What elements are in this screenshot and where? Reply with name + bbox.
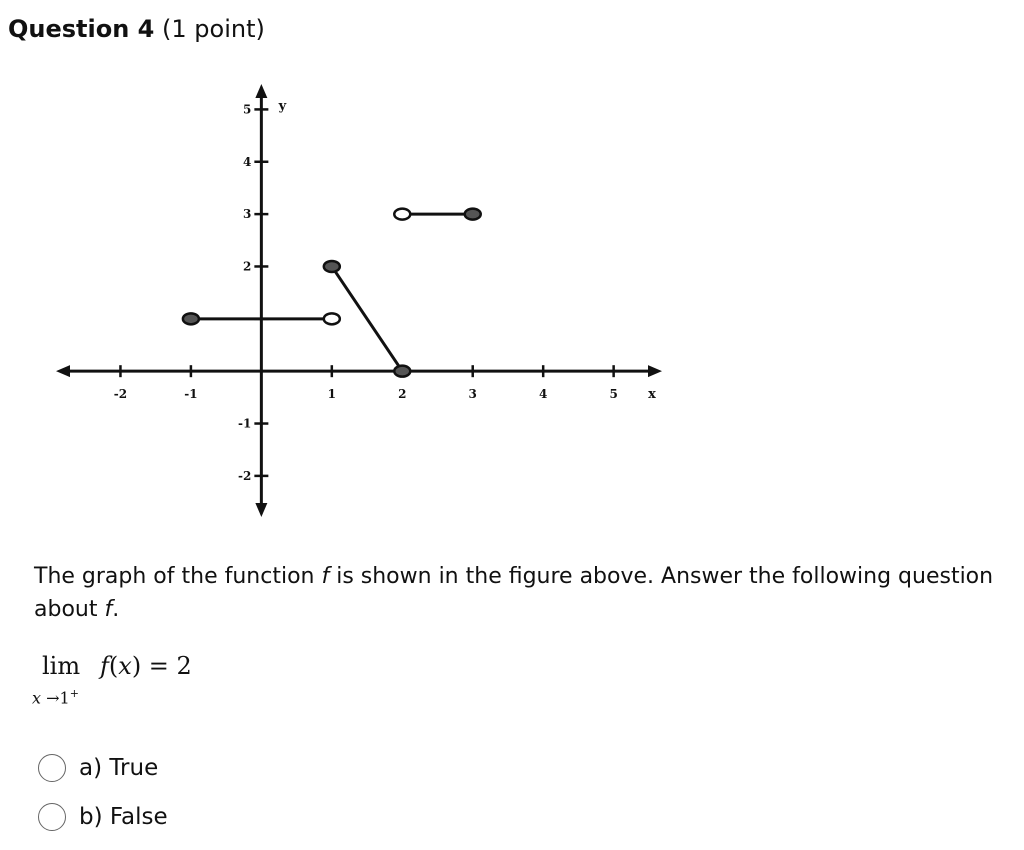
x-axis-arrow-right bbox=[648, 365, 662, 377]
limit-equals: ) = 2 bbox=[131, 652, 192, 680]
radio-button-b[interactable] bbox=[38, 803, 66, 831]
x-tick-label: 2 bbox=[398, 387, 407, 402]
stem-text-3: . bbox=[112, 597, 120, 622]
y-tick-label: -2 bbox=[238, 468, 252, 483]
question-header bbox=[8, 14, 265, 44]
option-a-label[interactable]: a) True bbox=[79, 755, 159, 781]
x-tick-label: 5 bbox=[609, 387, 618, 402]
limit-x: x bbox=[118, 652, 132, 680]
x-tick-label: -1 bbox=[184, 387, 198, 402]
closed-endpoint bbox=[324, 261, 340, 272]
x-tick-label: 1 bbox=[327, 387, 336, 402]
y-tick-label: 3 bbox=[243, 207, 252, 222]
x-tick-label: 4 bbox=[539, 387, 548, 402]
y-tick-label: -1 bbox=[238, 416, 252, 431]
x-axis-label: x bbox=[648, 387, 656, 403]
question-title: Question 4 bbox=[8, 15, 155, 43]
y-axis-label: y bbox=[278, 99, 287, 114]
function-segment bbox=[332, 266, 402, 371]
stem-function-name-2: f bbox=[104, 597, 113, 622]
limit-sub-arrow: →1 bbox=[41, 688, 70, 708]
y-axis-arrow-down bbox=[255, 503, 267, 517]
limit-subscript bbox=[32, 687, 79, 707]
open-endpoint bbox=[324, 313, 340, 324]
stem-function-name: f bbox=[321, 564, 330, 589]
y-axis-arrow-up bbox=[255, 84, 267, 98]
open-endpoint bbox=[394, 209, 410, 220]
stem-text-1: The graph of the function bbox=[34, 564, 322, 589]
limit-f: f bbox=[100, 652, 109, 680]
answer-options bbox=[38, 752, 168, 850]
graph-svg bbox=[50, 78, 670, 523]
question-points: (1 point) bbox=[162, 15, 265, 43]
option-a[interactable] bbox=[38, 752, 168, 784]
limit-sub-plus: + bbox=[69, 687, 79, 700]
option-b-label[interactable]: b) False bbox=[79, 804, 168, 830]
closed-endpoint bbox=[465, 209, 481, 220]
y-tick-label: 5 bbox=[243, 102, 252, 117]
question-stem bbox=[34, 560, 1004, 626]
y-tick-label: 2 bbox=[243, 259, 252, 274]
limit-expression bbox=[32, 652, 292, 712]
closed-endpoint bbox=[394, 366, 410, 377]
limit-lparen: ( bbox=[108, 652, 119, 680]
x-axis-arrow-left bbox=[56, 365, 70, 377]
x-tick-label: -2 bbox=[113, 387, 128, 402]
limit-function bbox=[100, 652, 192, 680]
limit-operator: lim bbox=[42, 652, 81, 680]
closed-endpoint bbox=[183, 313, 199, 324]
limit-sub-x: x bbox=[32, 688, 42, 708]
y-tick-label: 4 bbox=[243, 154, 252, 169]
radio-button-a[interactable] bbox=[38, 754, 66, 782]
stem-text-2: is shown in the figure above. Answer the following question about bbox=[34, 564, 994, 622]
option-b[interactable] bbox=[38, 801, 168, 833]
x-tick-label: 3 bbox=[468, 387, 477, 402]
function-graph bbox=[50, 78, 670, 523]
